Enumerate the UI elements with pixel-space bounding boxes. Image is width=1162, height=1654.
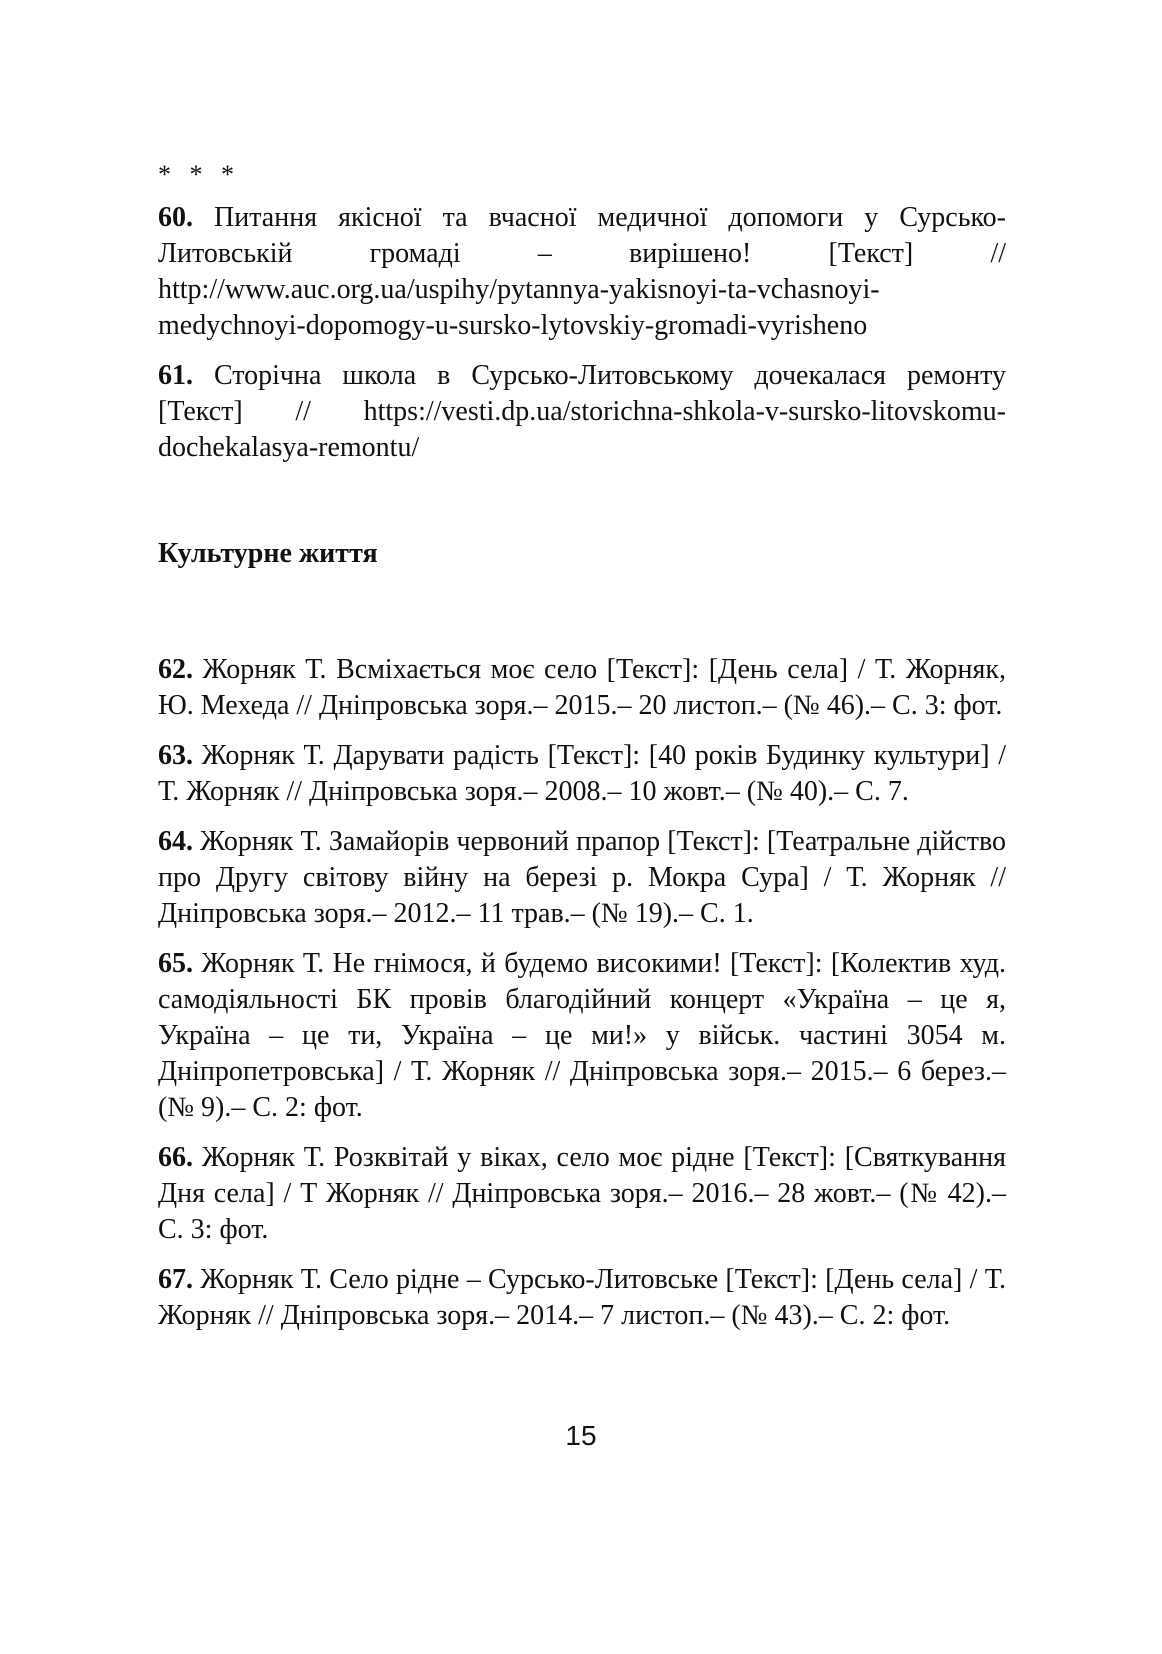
- bibliography-entry-66: [158, 1140, 1006, 1248]
- bibliography-entry-65: [158, 946, 1006, 1126]
- entry-text: Жорняк Т. Замайорів червоний прапор [Текст]: [Театральне дійство про Другу світову війну на березі р. Мокра Сура] / Т. Жорняк // Дніпровська зоря.– 2012.– 11 трав.– (№ 19).– С. 1.: [158, 826, 1006, 929]
- entry-text: Питання якісної та вчасної медичної допомоги у Сурсько-Литовській громаді – вирішено! [Текст] // http://www.auc.org.ua/uspihy/pytannya-yakisnoyi-ta-vchasnoyi-medychnoyi-dopomogy-u-sursko-lytovskiy-gromadi-vyrisheno: [158, 202, 1006, 341]
- entry-text: Жорняк Т. Дарувати радість [Текст]: [40 років Будинку культури] / Т. Жорняк // Дніпровська зоря.– 2008.– 10 жовт.– (№ 40).– С. 7.: [158, 740, 1006, 807]
- entry-text: Жорняк Т. Не гнімося, й будемо високими! [Текст]: [Колектив худ. самодіяльності БК провів благодійний концерт «Україна – це я, Україна – це ти, Україна – це ми!» у військ. частині 3054 м. Дніпропетровська] / Т. Жорняк // Дніпровська зоря.– 2015.– 6 берез.– (№ 9).– С. 2: фот.: [158, 948, 1006, 1123]
- entry-text: Жорняк Т. Село рідне – Сурсько-Литовське [Текст]: [День села] / Т. Жорняк // Дніпровська зоря.– 2014.– 7 листоп.– (№ 43).– С. 2: фот.: [158, 1264, 1006, 1331]
- entry-number: 64.: [158, 826, 193, 857]
- page-body: [158, 150, 1006, 1348]
- bibliography-entry-63: [158, 738, 1006, 810]
- entry-text: Жорняк Т. Розквітай у віках, село моє рідне [Текст]: [Святкування Дня села] / Т Жорняк // Дніпровська зоря.– 2016.– 28 жовт.– (№ 42).– С. 3: фот.: [158, 1142, 1006, 1245]
- page-number: 15: [565, 1420, 597, 1451]
- entry-text: Жорняк Т. Всміхається моє село [Текст]: [День села] / Т. Жорняк, Ю. Мехеда // Дніпровська зоря.– 2015.– 20 листоп.– (№ 46).– С. 3: фот.: [158, 654, 1006, 721]
- entry-number: 66.: [158, 1142, 193, 1173]
- entry-number: 62.: [158, 654, 193, 685]
- section-separator: * * *: [158, 160, 240, 189]
- section-heading: Культурне життя: [158, 538, 378, 569]
- entry-number: 60.: [158, 202, 193, 233]
- bibliography-entry-67: [158, 1262, 1006, 1334]
- entry-number: 61.: [158, 360, 193, 391]
- entry-number: 65.: [158, 948, 193, 979]
- bibliography-entry-62: [158, 652, 1006, 724]
- entry-number: 67.: [158, 1264, 193, 1295]
- bibliography-entry-64: [158, 824, 1006, 932]
- entry-number: 63.: [158, 740, 193, 771]
- entry-text: Сторічна школа в Сурсько-Литовському дочекалася ремонту [Текст] // https://vesti.dp.ua/storichna-shkola-v-sursko-litovskomu-dochekalasya-remontu/: [158, 360, 1006, 463]
- bibliography-entry-61: [158, 358, 1006, 466]
- bibliography-entry-60: [158, 200, 1006, 344]
